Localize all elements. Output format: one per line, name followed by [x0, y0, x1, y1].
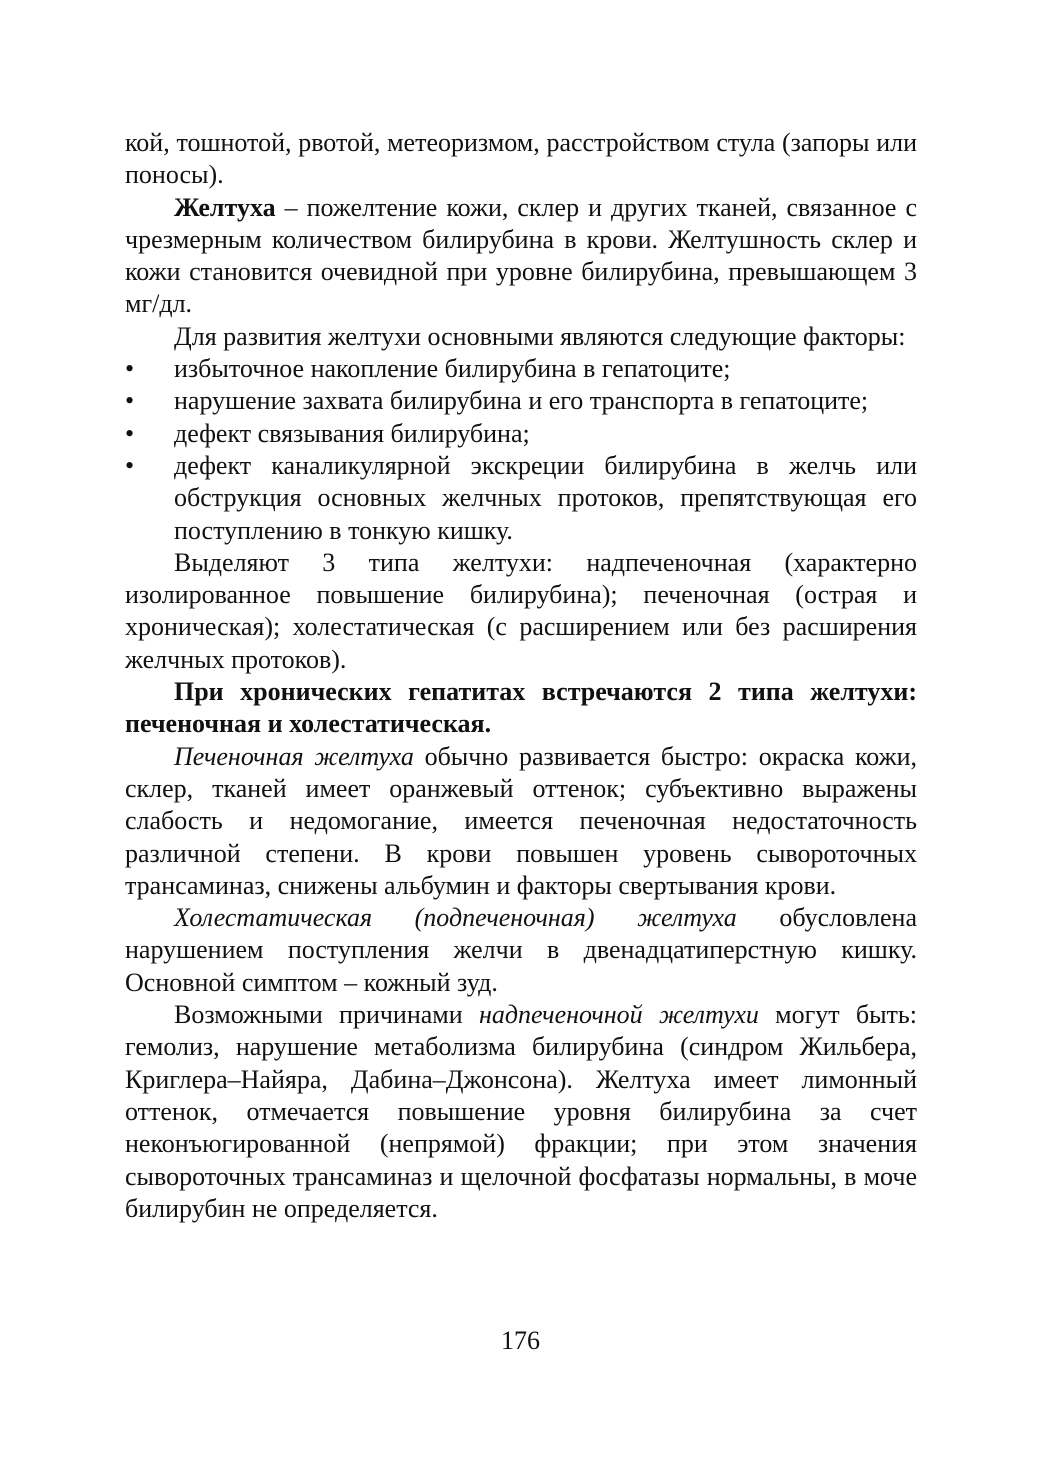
list-item-text: избыточное накопление билирубина в гепатоците; — [174, 354, 731, 384]
page-number: 176 — [501, 1326, 540, 1355]
list-item — [125, 450, 917, 547]
definition-text: – пожелтение кожи, склер и других тканей, связанное с чрезмерным количеством билирубина в крови. Желтушность склер и кожи становится очевидной при уровне билирубина, превышающем 3 мг/дл. — [125, 192, 917, 319]
list-item-text: дефект каналикулярной экскреции билирубина в желчь или обструкция основных желчных протоков, препятствующая его поступлению в тонкую кишку. — [174, 450, 917, 545]
bullet-icon: • — [125, 450, 135, 480]
paragraph-continuation: кой, тошнотой, рвотой, метеоризмом, расстройством стула (запоры или поносы). — [125, 128, 917, 190]
factors-list — [125, 353, 917, 547]
hepatic-jaundice-text: обычно развивается быстро: окраска кожи, склер, тканей имеет оранжевый оттенок; субъективно выражены слабость и недомогание, имеется печеночная недостаточность различной степени. В крови повышен уровень сывороточных трансаминаз, снижены альбумин и факторы свертывания крови. — [125, 741, 917, 900]
paragraph-jaundice-types: Выделяют 3 типа желтухи: надпеченочная (характерно изолированное повышение билирубина); печеночная (острая и хроническая); холестатическая (с расширением или без расширения желчных протоков). — [125, 547, 917, 674]
list-item — [125, 385, 917, 417]
paragraph-hepatic-jaundice — [125, 741, 917, 902]
term-hepatic-jaundice: Печеночная желтуха — [174, 741, 414, 771]
paragraph-prehepatic-jaundice — [125, 999, 917, 1225]
term-jaundice: Желтуха — [174, 192, 276, 222]
bullet-icon: • — [125, 418, 135, 448]
list-item — [125, 418, 917, 450]
paragraph-cholestatic-jaundice — [125, 902, 917, 999]
page-body — [125, 127, 917, 1225]
list-item-text: нарушение захвата билирубина и его транспорта в гепатоците; — [174, 386, 869, 416]
paragraph-factors-intro: Для развития желтухи основными являются следующие факторы: — [174, 321, 906, 351]
term-prehepatic-jaundice: надпеченочной желтухи — [478, 1000, 759, 1030]
prehepatic-intro-text: Возможными причинами — [174, 1000, 479, 1030]
paragraph-jaundice-definition — [125, 192, 917, 321]
cholestatic-jaundice-text: обусловлена нарушением поступления желчи в двенадцатиперстную кишку. Основной симптом – кожный зуд. — [125, 903, 917, 997]
list-item — [125, 353, 917, 385]
list-item-text: дефект связывания билирубина; — [174, 418, 530, 448]
prehepatic-jaundice-text: могут быть: гемолиз, нарушение метаболизма билирубина (синдром Жильбера, Криглера–Найяра, Дабина–Джонсона). Желтуха имеет лимонный оттенок, отмечается повышение уровня билирубина за счет неконъюгированной (непрямой) фракции; при этом значения сывороточных трансаминаз и щелочной фосфатазы нормальны, в моче билирубин не определяется. — [125, 1000, 918, 1223]
paragraph-bold-heading: При хронических гепатитах встречаются 2 типа желтухи: печеночная и холестатическая. — [125, 677, 917, 739]
bullet-icon: • — [125, 386, 135, 416]
bullet-icon: • — [125, 354, 135, 384]
term-cholestatic-jaundice: Холестатическая (подпеченочная) желтуха — [174, 903, 737, 933]
